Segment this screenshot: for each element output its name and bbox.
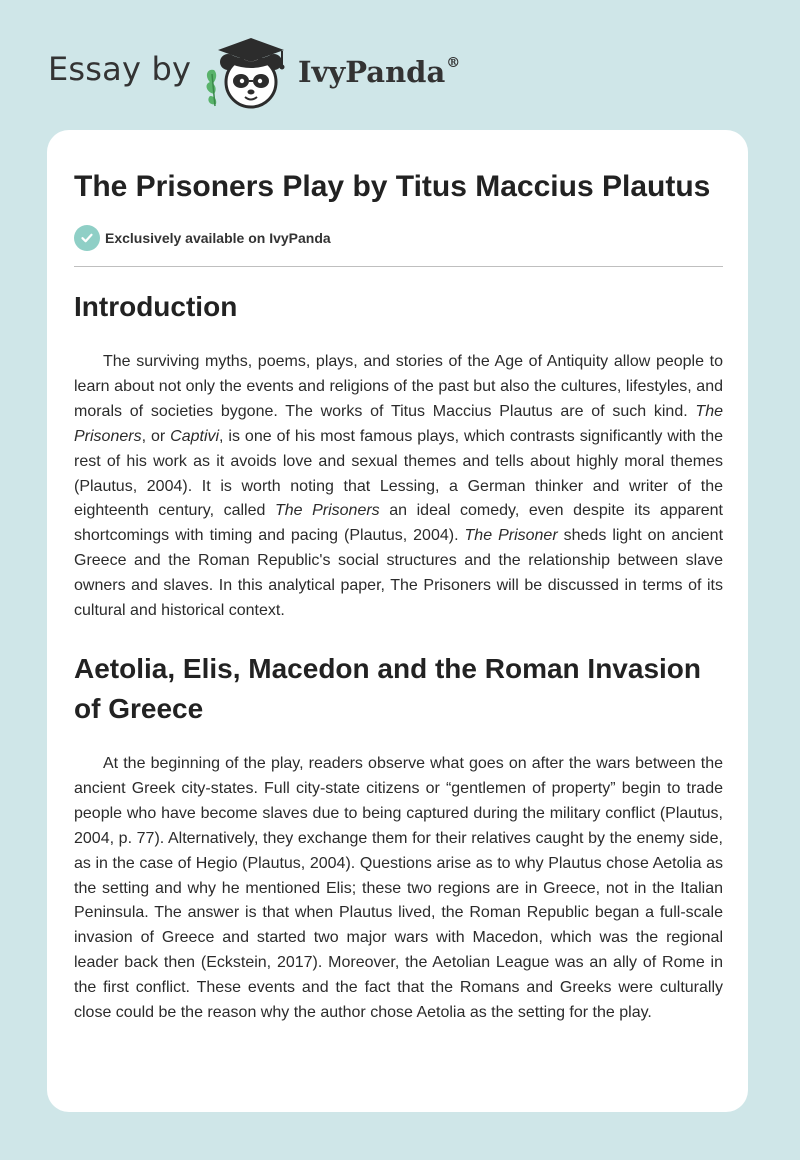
brand-name [298,55,460,89]
paragraph-text: , is one of his most famous plays, which contrasts significantly with the rest of his work as it avoids love and sexual themes and tells about highly moral themes (Plautus, 2004). It is worth noting that Lessing, a German thinker and writer of the eighteenth century, called [74,427,723,520]
registered-mark: ® [446,55,461,72]
panda-graduate-icon [198,34,298,110]
exclusive-label: Exclusively available on IvyPanda [105,230,331,246]
article-title: The Prisoners Play by Titus Maccius Plautus [74,170,711,203]
brand-header [48,34,488,110]
italic-title: Captivi [170,427,220,445]
paragraph-text: The surviving myths, poems, plays, and stories of the Age of Antiquity allow people to learn about not only the events and religions of the past but also the cultures, lifestyles, and morals of societies bygone. The works of Titus Maccius Plautus are of such kind. [74,353,723,420]
italic-title: The Prisoners [274,502,380,520]
article-card [47,130,748,1112]
italic-title: The Prisoner [464,527,558,545]
paragraph-text: , or [141,427,171,445]
divider [74,266,723,267]
brand-prefix: Essay by [48,50,192,88]
italic-title: The Prisoners [74,402,723,445]
section-paragraph-aetolia: At the beginning of the play, readers observe what goes on after the wars between the ancient Greek city-states. Full city-state citizens or “gentlemen of property” begin to trade people who have become slaves due to being captured during the military conflict (Plautus, 2004, p. 77). Alternatively, they exchange them for their relatives caught by the enemy side, as in the case of Hegio (Plautus, 2004). Questions arise as to why Plautus chose Aetolia as the setting and why he mentioned Elis; these two regions are in Greece, not in the Italian Peninsula. The answer is that when Plautus lived, the Roman Republic began a full-scale invasion of Greece and started two major wars with Macedon, which was the regional leader back then (Eckstein, 2017). Moreover, the Aetolian League was an ally of Rome in the first conflict. These events and the fact that the Romans and Greeks were culturally close could be the reason why the author chose Aetolia as the setting for the play. [74,754,723,1022]
brand-name-text: IvyPanda [298,55,446,89]
exclusive-badge [74,225,723,251]
check-circle-icon [74,225,100,251]
section-heading-introduction: Introduction [74,291,238,322]
paragraph-text: sheds light on ancient Greece and the Roman Republic's social structures and the relationship between slave owners and slaves. In this analytical paper, The Prisoners will be discussed in terms of its cultural and historical context. [74,527,724,620]
article-content [74,166,723,1026]
section-heading-aetolia: Aetolia, Elis, Macedon and the Roman Invasion of Greece [74,652,702,724]
paragraph-text: an ideal comedy, even despite its apparent shortcomings with timing and pacing (Plautus, 2004). [74,502,723,545]
section-paragraph-introduction [74,350,723,624]
